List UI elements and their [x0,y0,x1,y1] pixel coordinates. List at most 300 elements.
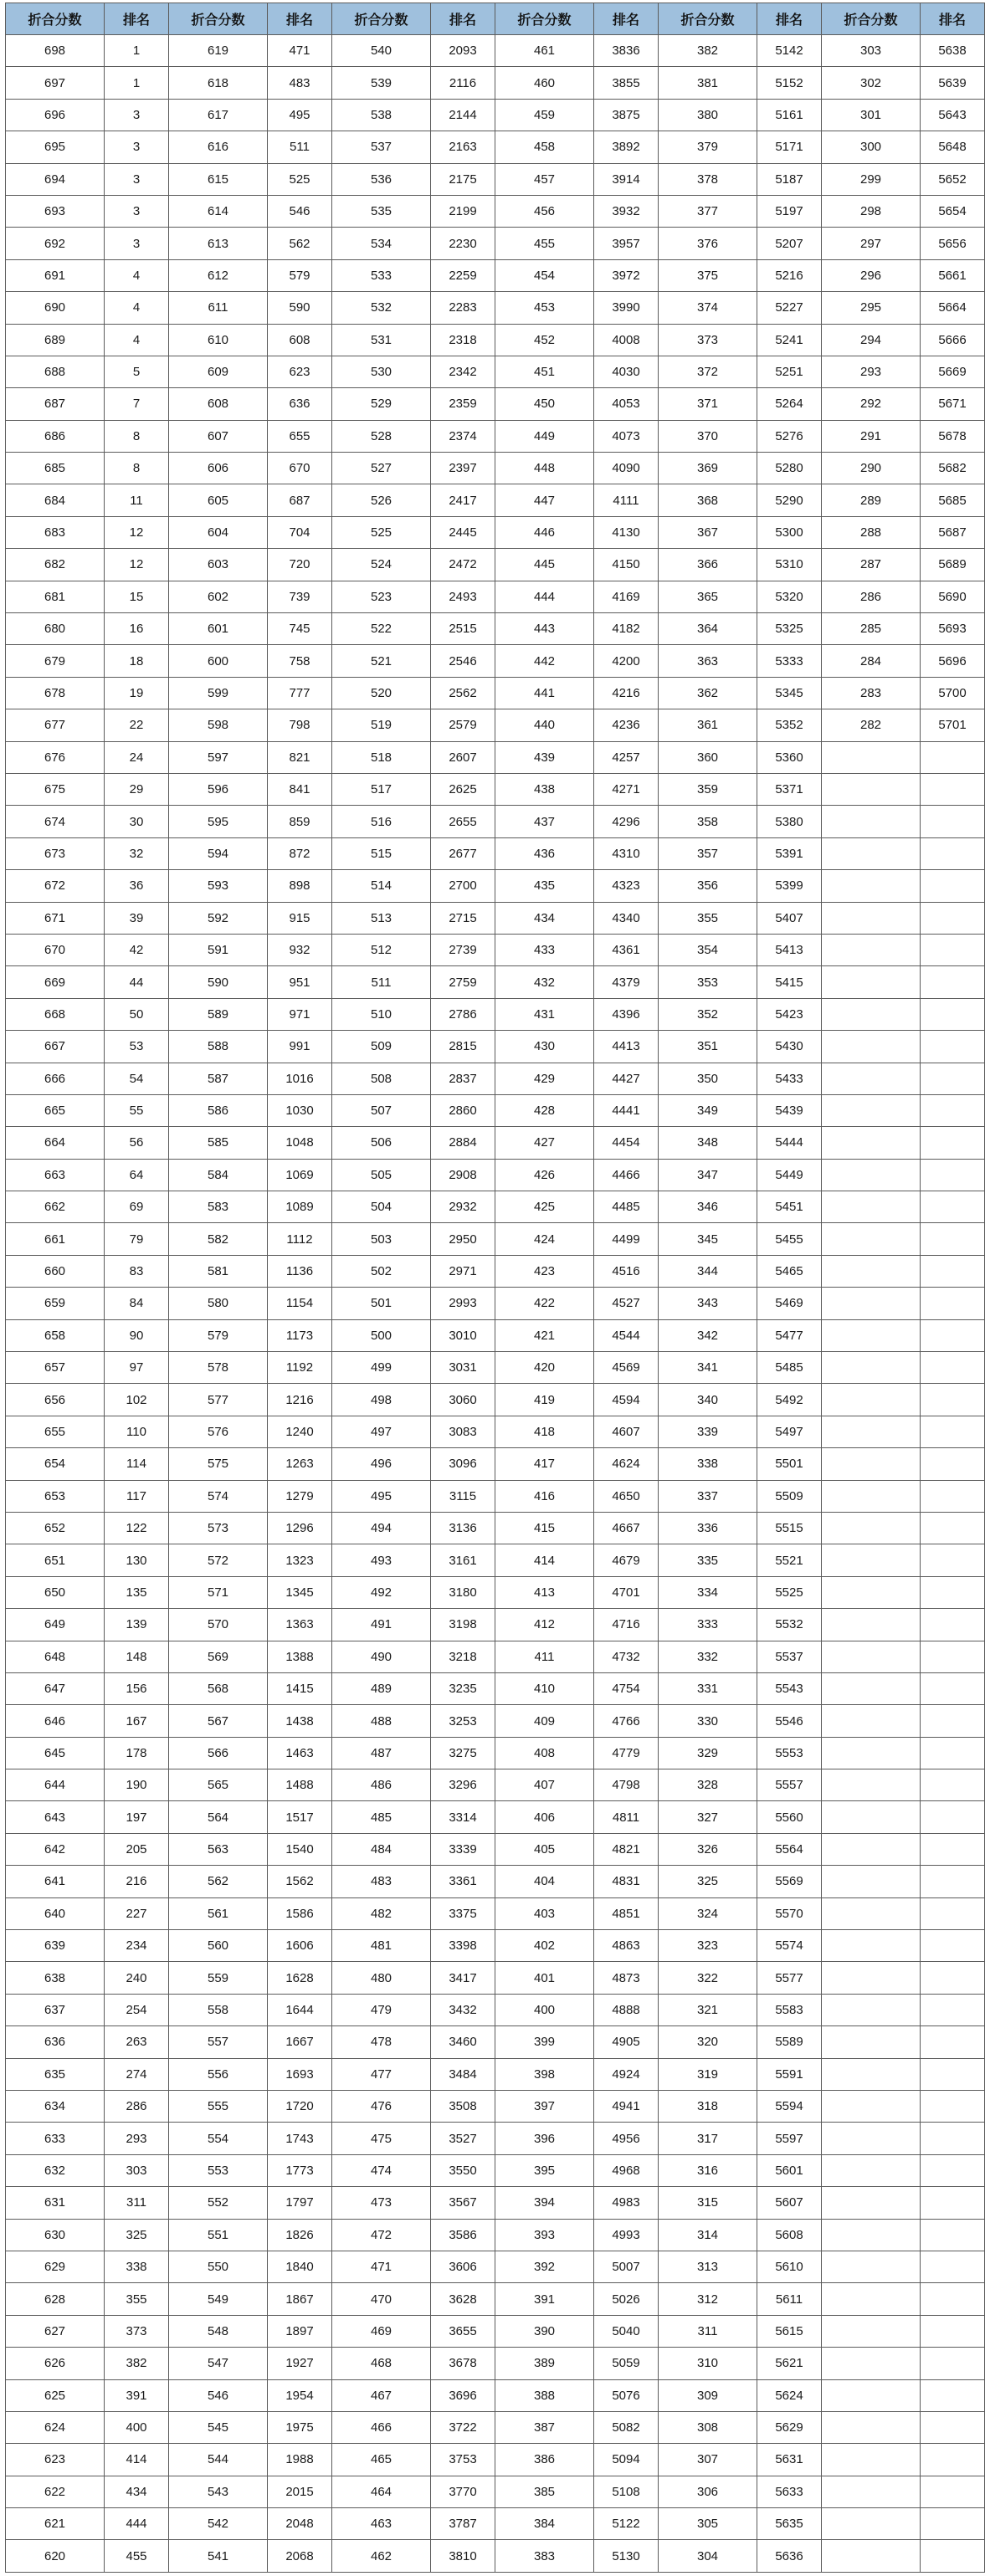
score-cell: 441 [495,677,594,709]
rank-cell: 1988 [268,2444,332,2476]
rank-cell: 11 [105,484,169,516]
rank-cell: 5701 [921,709,985,741]
score-cell: 298 [822,195,921,227]
score-cell: 440 [495,709,594,741]
score-cell: 654 [6,1448,105,1480]
score-cell: 675 [6,773,105,805]
score-cell: 682 [6,549,105,581]
score-cell [822,1705,921,1737]
score-cell: 328 [659,1769,757,1801]
rank-cell: 7 [105,388,169,420]
rank-cell: 4413 [594,1031,659,1063]
rank-cell: 240 [105,1962,169,1994]
score-cell: 635 [6,2058,105,2090]
score-cell [822,2154,921,2186]
rank-cell: 5501 [757,1448,822,1480]
rank-cell: 30 [105,806,169,837]
rank-cell: 90 [105,1319,169,1351]
score-cell: 662 [6,1191,105,1223]
column-header-score: 折合分数 [659,3,757,35]
score-cell: 506 [332,1127,431,1159]
rank-cell: 1693 [268,2058,332,2090]
rank-cell: 3770 [431,2476,495,2507]
rank-cell: 932 [268,934,332,965]
score-cell: 679 [6,645,105,677]
score-cell: 369 [659,453,757,484]
score-cell: 380 [659,99,757,131]
score-cell: 697 [6,67,105,99]
score-cell: 618 [169,67,268,99]
score-cell: 579 [169,1319,268,1351]
score-cell [822,1031,921,1063]
score-cell: 370 [659,420,757,452]
score-cell: 574 [169,1480,268,1512]
rank-cell [921,1223,985,1255]
score-cell: 608 [169,388,268,420]
rank-cell: 5577 [757,1962,822,1994]
rank-cell: 139 [105,1609,169,1641]
rank-cell: 36 [105,870,169,902]
score-cell: 644 [6,1769,105,1801]
score-cell: 289 [822,484,921,516]
score-cell: 454 [495,259,594,291]
score-cell: 363 [659,645,757,677]
rank-cell: 5352 [757,709,822,741]
rank-cell [921,998,985,1030]
score-cell: 297 [822,228,921,259]
rank-cell: 286 [105,2091,169,2123]
column-header-score: 折合分数 [822,3,921,35]
score-cell: 453 [495,292,594,324]
score-cell: 405 [495,1833,594,1865]
score-cell [822,1962,921,1994]
score-cell: 521 [332,645,431,677]
rank-cell: 3 [105,163,169,195]
rank-cell [921,1063,985,1094]
rank-cell: 1173 [268,1319,332,1351]
rank-cell: 4888 [594,1994,659,2025]
score-cell: 543 [169,2476,268,2507]
score-cell: 532 [332,292,431,324]
score-cell: 555 [169,2091,268,2123]
score-cell: 478 [332,2026,431,2058]
rank-cell: 3010 [431,1319,495,1351]
score-cell [822,806,921,837]
rank-cell: 293 [105,2123,169,2154]
score-cell: 367 [659,516,757,548]
rank-cell: 5241 [757,324,822,356]
rank-cell: 1797 [268,2187,332,2219]
score-cell: 426 [495,1159,594,1191]
table-row [6,1994,985,2025]
rank-cell: 608 [268,324,332,356]
rank-cell: 636 [268,388,332,420]
rank-cell: 5455 [757,1223,822,1255]
score-cell: 481 [332,1930,431,1962]
rank-cell: 16 [105,613,169,645]
score-cell: 651 [6,1544,105,1576]
score-cell: 554 [169,2123,268,2154]
rank-cell: 1323 [268,1544,332,1576]
score-cell: 467 [332,2379,431,2411]
score-cell: 656 [6,1384,105,1416]
rank-cell: 2445 [431,516,495,548]
table-row [6,1255,985,1287]
score-cell: 626 [6,2348,105,2379]
score-cell: 407 [495,1769,594,1801]
score-cell: 587 [169,1063,268,1094]
rank-cell: 821 [268,741,332,773]
score-cell: 374 [659,292,757,324]
score-cell: 524 [332,549,431,581]
score-cell: 595 [169,806,268,837]
rank-cell: 2625 [431,773,495,805]
rank-cell: 5371 [757,773,822,805]
score-cell [822,1544,921,1576]
rank-cell: 54 [105,1063,169,1094]
rank-cell: 1296 [268,1512,332,1544]
score-cell: 433 [495,934,594,965]
rank-cell: 3696 [431,2379,495,2411]
rank-cell: 4296 [594,806,659,837]
rank-cell: 2374 [431,420,495,452]
score-cell [822,2315,921,2347]
score-cell: 551 [169,2219,268,2251]
rank-cell: 325 [105,2219,169,2251]
score-cell [822,2026,921,2058]
table-row [6,1094,985,1126]
table-header-row [6,3,985,35]
score-cell: 472 [332,2219,431,2251]
score-cell: 408 [495,1737,594,1769]
score-cell: 431 [495,998,594,1030]
rank-cell: 3990 [594,292,659,324]
rank-cell: 4798 [594,1769,659,1801]
rank-cell: 2283 [431,292,495,324]
score-cell: 471 [332,2251,431,2282]
score-cell [822,1801,921,1833]
table-row [6,1930,985,1962]
rank-cell: 1540 [268,1833,332,1865]
rank-cell: 5601 [757,2154,822,2186]
score-cell: 468 [332,2348,431,2379]
score-cell: 288 [822,516,921,548]
rank-cell: 5485 [757,1352,822,1384]
score-cell: 330 [659,1705,757,1737]
rank-cell [921,741,985,773]
rank-cell: 97 [105,1352,169,1384]
table-row [6,2444,985,2476]
rank-cell: 39 [105,902,169,934]
column-header-rank: 排名 [921,3,985,35]
score-cell: 578 [169,1352,268,1384]
score-cell: 479 [332,1994,431,2025]
rank-cell: 1927 [268,2348,332,2379]
rank-cell: 3460 [431,2026,495,2058]
rank-cell: 3180 [431,1576,495,1608]
rank-cell [921,2348,985,2379]
score-cell: 590 [169,966,268,998]
score-cell: 694 [6,163,105,195]
score-cell: 387 [495,2411,594,2443]
rank-cell [921,806,985,837]
rank-cell: 5108 [594,2476,659,2507]
rank-cell: 29 [105,773,169,805]
score-cell: 303 [822,35,921,67]
table-row [6,1127,985,1159]
score-cell: 442 [495,645,594,677]
score-cell: 406 [495,1801,594,1833]
table-row [6,2219,985,2251]
rank-cell: 5207 [757,228,822,259]
score-cell: 307 [659,2444,757,2476]
rank-cell: 311 [105,2187,169,2219]
rank-cell: 5633 [757,2476,822,2507]
table-row [6,1063,985,1094]
rank-cell: 5509 [757,1480,822,1512]
rank-cell [921,2091,985,2123]
score-cell: 432 [495,966,594,998]
rank-cell: 4090 [594,453,659,484]
score-cell [822,966,921,998]
score-cell [822,1159,921,1191]
rank-cell: 4 [105,324,169,356]
rank-cell: 1192 [268,1352,332,1384]
score-cell: 399 [495,2026,594,2058]
score-cell: 546 [169,2379,268,2411]
rank-cell: 758 [268,645,332,677]
rank-cell: 3296 [431,1769,495,1801]
column-header-score: 折合分数 [6,3,105,35]
score-cell: 359 [659,773,757,805]
table-row [6,2026,985,2058]
rank-cell: 4323 [594,870,659,902]
score-cell [822,1480,921,1512]
score-cell [822,870,921,902]
score-cell [822,1416,921,1447]
score-cell: 599 [169,677,268,709]
score-cell [822,1352,921,1384]
rank-cell: 2715 [431,902,495,934]
score-cell: 596 [169,773,268,805]
rank-cell [921,1191,985,1223]
table-row [6,2508,985,2540]
score-cell: 503 [332,1223,431,1255]
rank-cell: 2417 [431,484,495,516]
score-cell: 477 [332,2058,431,2090]
score-cell: 660 [6,1255,105,1287]
score-cell [822,2348,921,2379]
score-cell: 491 [332,1609,431,1641]
table-row [6,2379,985,2411]
rank-cell: 148 [105,1641,169,1672]
score-cell: 284 [822,645,921,677]
score-cell: 601 [169,613,268,645]
rank-cell [921,1512,985,1544]
rank-cell: 4 [105,259,169,291]
score-cell: 592 [169,902,268,934]
score-cell: 299 [822,163,921,195]
rank-cell: 3875 [594,99,659,131]
score-cell: 641 [6,1866,105,1897]
score-cell: 301 [822,99,921,131]
score-cell: 422 [495,1288,594,1319]
rank-cell: 5360 [757,741,822,773]
rank-cell: 22 [105,709,169,741]
score-cell [822,1866,921,1897]
score-cell: 323 [659,1930,757,1962]
score-cell: 394 [495,2187,594,2219]
rank-cell [921,2444,985,2476]
rank-cell [921,1480,985,1512]
rank-cell [921,1159,985,1191]
score-cell: 530 [332,356,431,387]
rank-cell: 1463 [268,1737,332,1769]
table-row [6,1480,985,1512]
rank-cell: 197 [105,1801,169,1833]
score-cell: 593 [169,870,268,902]
table-row [6,324,985,356]
score-cell: 632 [6,2154,105,2186]
rank-cell: 178 [105,1737,169,1769]
rank-cell: 2515 [431,613,495,645]
score-cell: 332 [659,1641,757,1672]
rank-cell: 3678 [431,2348,495,2379]
score-cell [822,1833,921,1865]
table-row [6,35,985,67]
score-cell: 535 [332,195,431,227]
rank-cell: 859 [268,806,332,837]
score-cell: 533 [332,259,431,291]
score-cell: 567 [169,1705,268,1737]
score-cell: 624 [6,2411,105,2443]
rank-cell: 32 [105,837,169,869]
score-cell: 528 [332,420,431,452]
score-cell: 591 [169,934,268,965]
rank-cell: 254 [105,1994,169,2025]
rank-cell: 2342 [431,356,495,387]
rank-cell: 5007 [594,2251,659,2282]
rank-cell: 3198 [431,1609,495,1641]
score-cell: 324 [659,1897,757,1929]
rank-cell: 1517 [268,1801,332,1833]
table-row [6,1352,985,1384]
rank-cell [921,1737,985,1769]
score-cell: 318 [659,2091,757,2123]
score-cell: 409 [495,1705,594,1737]
rank-cell [921,2476,985,2507]
score-cell: 286 [822,581,921,612]
rank-cell: 5413 [757,934,822,965]
score-cell: 514 [332,870,431,902]
score-cell: 637 [6,1994,105,2025]
rank-cell: 546 [268,195,332,227]
table-row [6,420,985,452]
rank-cell: 5611 [757,2283,822,2315]
table-row [6,806,985,837]
rank-cell: 2068 [268,2540,332,2573]
score-cell: 391 [495,2283,594,2315]
rank-cell: 3314 [431,1801,495,1833]
rank-cell: 3161 [431,1544,495,1576]
rank-cell: 5264 [757,388,822,420]
score-cell: 338 [659,1448,757,1480]
score-cell: 541 [169,2540,268,2573]
rank-cell: 5671 [921,388,985,420]
score-cell: 519 [332,709,431,741]
score-cell: 500 [332,1319,431,1351]
rank-cell: 4236 [594,709,659,741]
table-row [6,998,985,1030]
score-cell: 645 [6,1737,105,1769]
score-cell: 427 [495,1127,594,1159]
score-cell: 331 [659,1672,757,1704]
score-cell: 460 [495,67,594,99]
score-cell: 619 [169,35,268,67]
rank-cell: 4811 [594,1801,659,1833]
rank-cell: 3432 [431,1994,495,2025]
rank-cell: 1345 [268,1576,332,1608]
rank-cell: 5553 [757,1737,822,1769]
table-row [6,966,985,998]
table-row [6,902,985,934]
rank-cell: 4779 [594,1737,659,1769]
rank-cell [921,2058,985,2090]
rank-cell: 79 [105,1223,169,1255]
score-cell: 458 [495,131,594,163]
score-cell [822,1319,921,1351]
score-cell: 439 [495,741,594,773]
rank-cell: 2884 [431,1127,495,1159]
rank-cell [921,1352,985,1384]
table-row [6,2476,985,2507]
rank-cell: 4499 [594,1223,659,1255]
rank-cell: 5076 [594,2379,659,2411]
score-cell: 643 [6,1801,105,1833]
rank-cell: 3096 [431,1448,495,1480]
rank-cell: 167 [105,1705,169,1737]
rank-cell: 122 [105,1512,169,1544]
rank-cell: 3586 [431,2219,495,2251]
score-cell [822,1384,921,1416]
score-cell: 436 [495,837,594,869]
score-cell: 492 [332,1576,431,1608]
rank-cell: 18 [105,645,169,677]
rank-cell [921,2379,985,2411]
rank-cell: 5142 [757,35,822,67]
rank-cell: 373 [105,2315,169,2347]
score-cell: 497 [332,1416,431,1447]
score-cell: 522 [332,613,431,645]
rank-cell: 3 [105,228,169,259]
table-row [6,581,985,612]
rank-cell: 3 [105,99,169,131]
rank-cell: 4993 [594,2219,659,2251]
score-cell: 445 [495,549,594,581]
rank-cell: 5643 [921,99,985,131]
rank-cell: 2048 [268,2508,332,2540]
score-cell: 518 [332,741,431,773]
score-cell: 438 [495,773,594,805]
table-row [6,2058,985,2090]
rank-cell: 274 [105,2058,169,2090]
table-row [6,1737,985,1769]
score-cell: 378 [659,163,757,195]
rank-cell: 3722 [431,2411,495,2443]
score-cell: 516 [332,806,431,837]
rank-cell: 2144 [431,99,495,131]
rank-cell [921,1962,985,1994]
